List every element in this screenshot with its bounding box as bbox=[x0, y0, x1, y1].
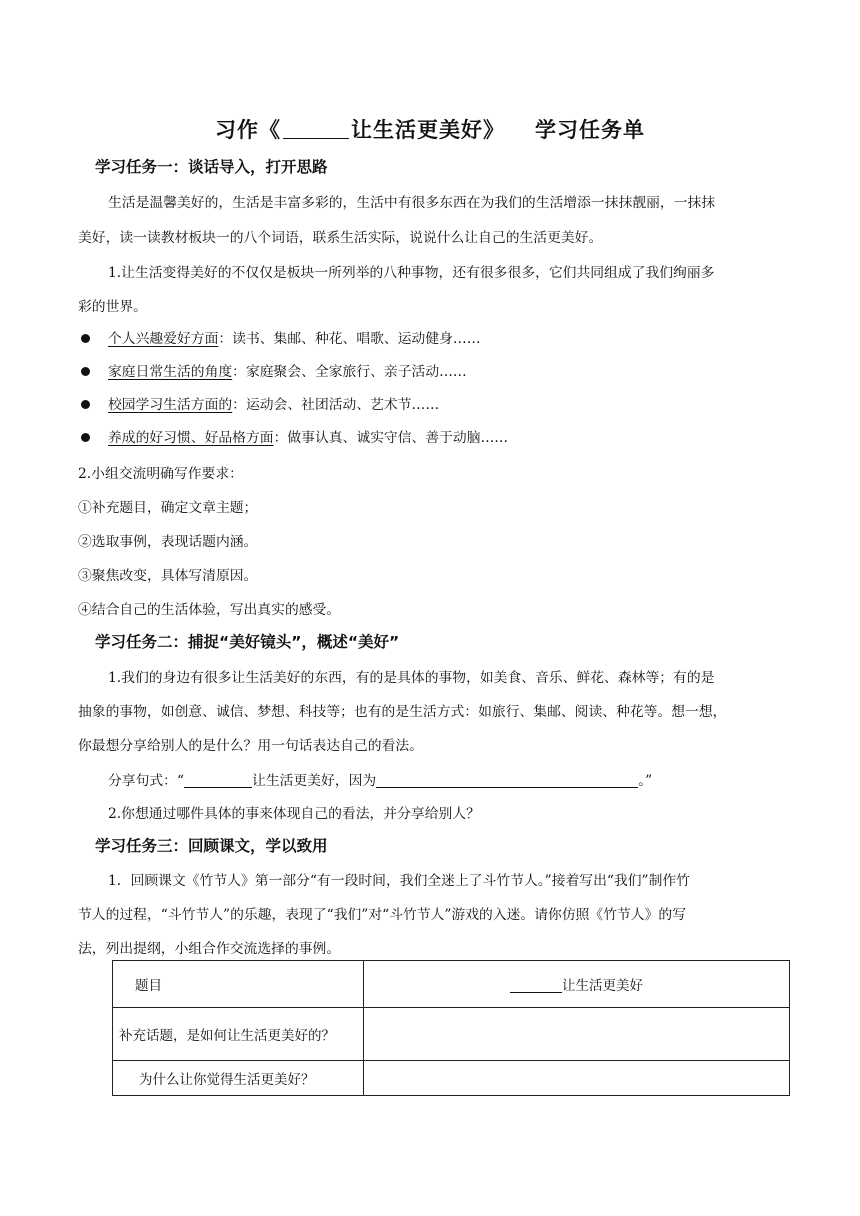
task3-p1-line2: 节人的过程，“斗竹节人”的乐趣，表现了“我们”对“斗竹节人”游戏的入迷。请你仿照《竹节人》的写 bbox=[78, 907, 686, 923]
task3-p1-line1: 1．回顾课文《竹节人》第一部分“有一段时间，我们全迷上了斗竹节人。”接着写出“我们”制作竹 bbox=[108, 873, 690, 889]
task1-p1-line1: 1.让生活变得美好的不仅仅是板块一所列举的八种事物，还有很多很多，它们共同组成了我们绚丽多 bbox=[108, 265, 715, 281]
task3-heading: 学习任务三：回顾课文，学以致用 bbox=[95, 837, 328, 855]
bullet-text: ：读书、集邮、种花、唱歌、运动健身…… bbox=[218, 331, 481, 347]
task2-p1-line3: 你最想分享给别人的是什么？用一句话表达自己的看法。 bbox=[78, 738, 423, 754]
title-suffix: 让生活更美好》 bbox=[351, 118, 505, 142]
task2-heading: 学习任务二：捕捉“美好镜头”，概述“美好” bbox=[95, 633, 400, 651]
requirement-item: ②选取事例，表现话题内涵。 bbox=[78, 534, 258, 550]
bullet-label: 校园学习生活方面的 bbox=[108, 397, 233, 413]
task3-p1-line3: 法，列出提纲，小组合作交流选择的事例。 bbox=[78, 941, 341, 957]
bullet-item-school bbox=[108, 393, 439, 413]
table-cell-answer[interactable] bbox=[364, 1061, 790, 1096]
task1-intro-line1: 生活是温馨美好的，生活是丰富多彩的，生活中有很多东西在为我们的生活增添一抹抹靓丽，一抹抹 bbox=[108, 195, 716, 211]
table-cell-label: 题目 bbox=[113, 961, 364, 1008]
share-prefix: 分享句式：“ bbox=[108, 773, 185, 789]
outline-table bbox=[112, 960, 790, 1096]
bullet-item-family bbox=[108, 360, 467, 380]
table-row bbox=[113, 1008, 790, 1061]
table-row bbox=[113, 1061, 790, 1096]
table-row bbox=[113, 961, 790, 1008]
share-blank-1[interactable] bbox=[184, 773, 252, 788]
bullet-dot bbox=[81, 334, 90, 343]
bullet-item-hobby bbox=[108, 327, 481, 347]
title-blank-field[interactable] bbox=[510, 978, 562, 993]
table-cell-label: 为什么让你觉得生活更美好？ bbox=[113, 1061, 364, 1096]
task1-heading: 学习任务一：谈话导入，打开思路 bbox=[95, 158, 328, 176]
requirement-item: ①补充题目，确定文章主题； bbox=[78, 500, 258, 516]
bullet-item-habits bbox=[108, 426, 508, 446]
requirement-item: ③聚焦改变，具体写清原因。 bbox=[78, 568, 258, 584]
bullet-text: ：家庭聚会、全家旅行、亲子活动…… bbox=[232, 364, 467, 380]
requirements-title: 2.小组交流明确写作要求： bbox=[78, 466, 243, 482]
title-blank bbox=[283, 120, 349, 139]
bullet-label: 养成的好习惯、好品格方面 bbox=[108, 430, 274, 446]
bullet-label: 个人兴趣爱好方面 bbox=[108, 331, 219, 347]
table-cell-title[interactable]: 让生活更美好 bbox=[364, 961, 790, 1008]
table-cell-label: 补充话题，是如何让生活更美好的？ bbox=[113, 1008, 364, 1061]
table-cell-answer[interactable] bbox=[364, 1008, 790, 1061]
requirement-item: ④结合自己的生活体验，写出真实的感受。 bbox=[78, 602, 341, 618]
share-sentence bbox=[108, 769, 652, 789]
bullet-dot bbox=[81, 433, 90, 442]
bullet-text: ：做事认真、诚实守信、善于动脑…… bbox=[273, 430, 509, 446]
bullet-text: ：运动会、社团活动、艺术节…… bbox=[232, 397, 440, 413]
task2-p2: 2.你想通过哪件具体的事来体现自己的看法，并分享给别人？ bbox=[108, 806, 480, 822]
task2-p1-line1: 1.我们的身边有很多让生活美好的东西，有的是具体的事物，如美食、音乐、鲜花、森林等；有的是 bbox=[108, 670, 715, 686]
title-prefix: 习作《 bbox=[215, 118, 281, 142]
share-middle: 让生活更美好，因为 bbox=[252, 773, 377, 789]
share-suffix: 。” bbox=[638, 773, 653, 789]
task1-intro-line2: 美好，读一读教材板块一的八个词语，联系生活实际，说说什么让自己的生活更美好。 bbox=[78, 230, 603, 246]
share-blank-2[interactable] bbox=[376, 773, 638, 788]
bullet-dot bbox=[81, 367, 90, 376]
task1-p1-line2: 彩的世界。 bbox=[78, 299, 147, 315]
bullet-label: 家庭日常生活的角度 bbox=[108, 364, 233, 380]
page-title bbox=[0, 114, 860, 144]
bullet-dot bbox=[81, 400, 90, 409]
title-tail: 学习任务单 bbox=[535, 118, 645, 142]
task2-p1-line2: 抽象的事物，如创意、诚信、梦想、科技等；也有的是生活方式：如旅行、集邮、阅读、种花等。想一想， bbox=[78, 704, 727, 720]
